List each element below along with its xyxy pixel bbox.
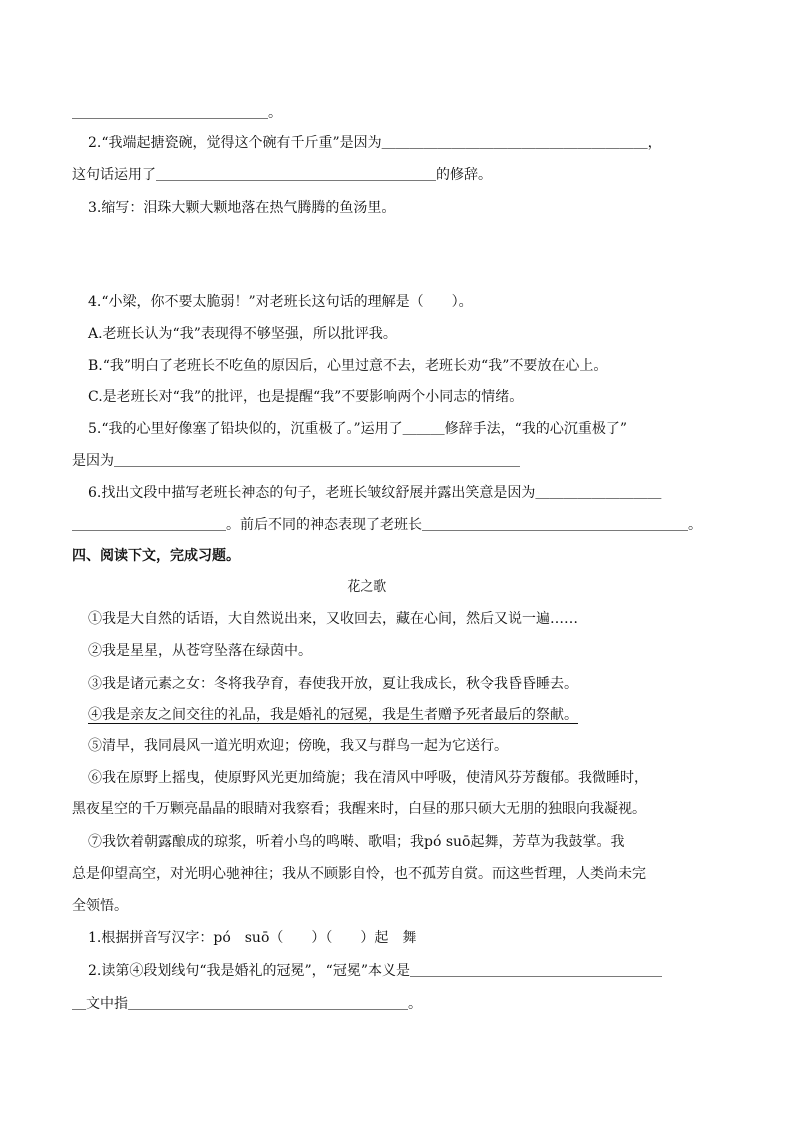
question-6: 6.找出文段中描写老班长神态的句子，老班长皱纹舒展并露出笑意是因为＿＿＿＿＿＿＿＿＿ [88,485,662,501]
question-2: 2.“我端起搪瓷碗，觉得这个碗有千斤重”是因为＿＿＿＿＿＿＿＿＿＿＿＿＿＿＿＿＿＿＿， [88,135,662,151]
question-3: 3.缩写：泪珠大颗大颗地落在热气腾腾的鱼汤里。 [88,200,396,216]
paragraph-1: ①我是大自然的话语，大自然说出来，又收回去，藏在心间，然后又说一遍…… [88,611,578,627]
question-6-cont: ＿＿＿＿＿＿＿＿＿＿＿。前后不同的神态表现了老班长＿＿＿＿＿＿＿＿＿＿＿＿＿＿＿＿＿＿＿。 [72,517,702,533]
paragraph-4-underlined: ④我是亲友之间交往的礼品，我是婚礼的冠冕，我是生者赠予死者最后的祭献。 [88,707,578,723]
paragraph-7-line2: 总是仰望高空，对光明心驰神往；我从不顾影自怜，也不孤芳自赏。而这些哲理，人类尚未完 [72,866,646,882]
poem-title: 花之歌 [347,579,387,595]
question-5: 5.“我的心里好像塞了铅块似的，沉重极了。”运用了＿＿＿修辞手法，“我的心沉重极了” [88,421,627,437]
question-2-cont: 这句话运用了＿＿＿＿＿＿＿＿＿＿＿＿＿＿＿＿＿＿＿＿的修辞。 [72,167,492,183]
paragraph-5: ⑤清早，我同晨风一道光明欢迎；傍晚，我又与群鸟一起为它送行。 [88,738,508,754]
option-c: C.是老班长对“我”的批评，也是提醒“我”不要影响两个小同志的情绪。 [88,389,524,405]
paragraph-7-line3: 全领悟。 [72,898,128,914]
paragraph-6-line1: ⑥我在原野上摇曳，使原野风光更加绮旎；我在清风中呼吸，使清风芬芳馥郁。我微睡时， [88,770,648,786]
paragraph-7-line1: ⑦我饮着朝露酿成的琼浆，听着小鸟的鸣啭、歌唱；我pó suō起舞，芳草为我鼓掌。我 [88,834,625,850]
reading-question-2: 2.读第④段划线句“我是婚礼的冠冕”，“冠冕”本义是＿＿＿＿＿＿＿＿＿＿＿＿＿＿＿＿＿＿ [88,963,662,979]
option-b: B.“我”明白了老班长不吃鱼的原因后，心里过意不去，老班长劝“我”不要放在心上。 [88,358,608,374]
reading-question-1: 1.根据拼音写汉字：pó suō（ ）（ ）起 舞 [88,930,417,946]
reading-question-2-cont: ＿文中指＿＿＿＿＿＿＿＿＿＿＿＿＿＿＿＿＿＿＿＿。 [72,996,422,1012]
question-5-cont: 是因为＿＿＿＿＿＿＿＿＿＿＿＿＿＿＿＿＿＿＿＿＿＿＿＿＿＿＿＿＿ [72,453,520,469]
answer-line: ＿＿＿＿＿＿＿＿＿＿＿＿＿＿。 [72,105,282,121]
paragraph-2: ②我是星星，从苍穹坠落在绿茵中。 [88,643,312,659]
paragraph-6-line2: 黑夜星空的千万颗亮晶晶的眼睛对我察看；我醒来时，白昼的那只硕大无朋的独眼向我凝视。 [72,801,646,817]
option-a: A.老班长认为“我”表现得不够坚强，所以批评我。 [88,326,397,342]
paragraph-3: ③我是诸元素之女：冬将我孕育，春使我开放，夏让我成长，秋令我昏昏睡去。 [88,676,578,692]
question-4: 4.“小梁，你不要太脆弱！”对老班长这句话的理解是（ ）。 [88,294,473,310]
section-heading: 四、阅读下文，完成习题。 [72,548,240,564]
